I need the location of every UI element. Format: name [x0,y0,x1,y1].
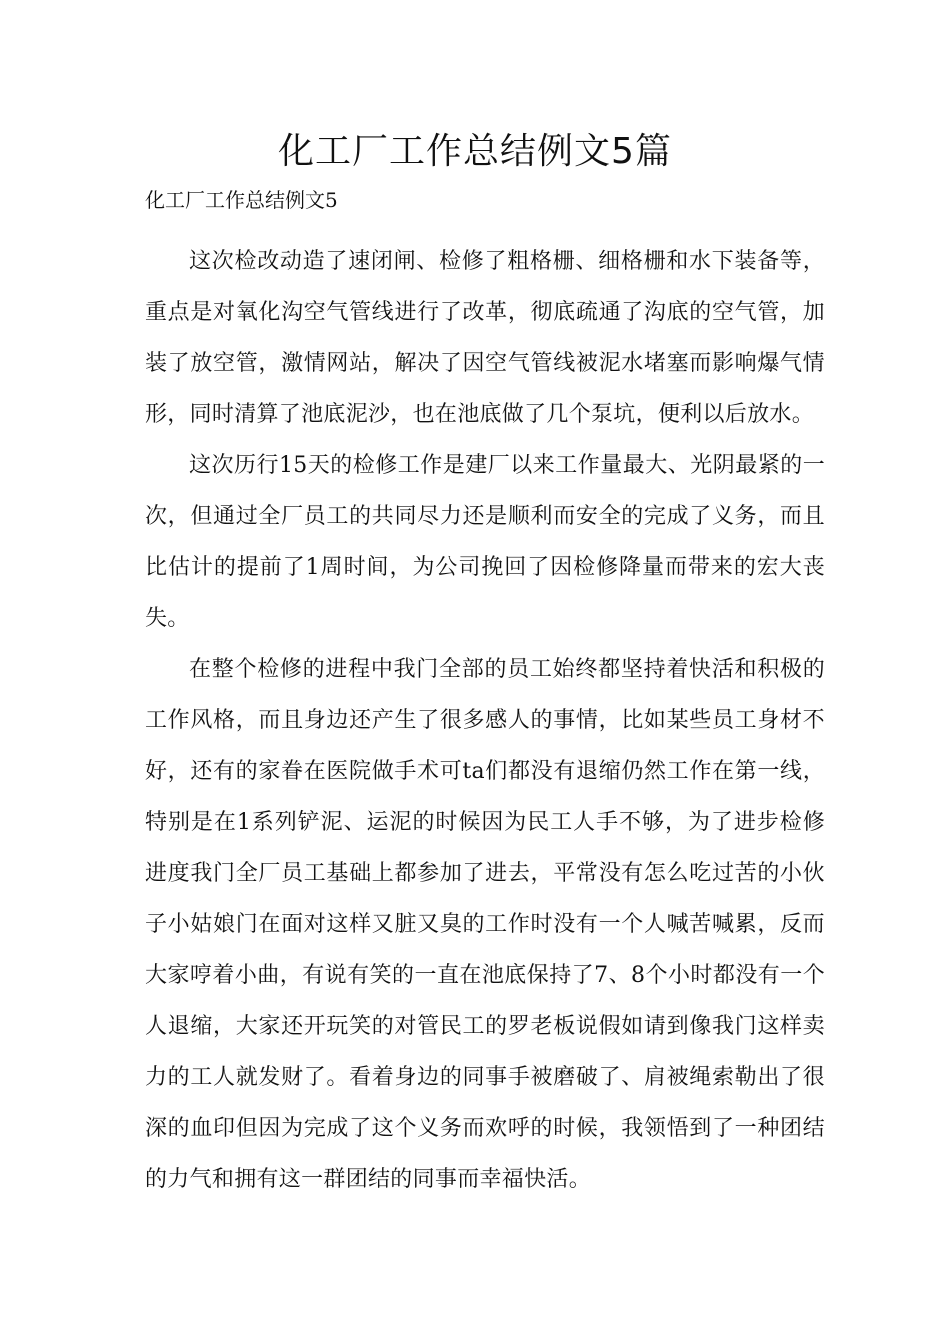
paragraph-2: 这次历行15天的检修工作是建厂以来工作量最大、光阴最紧的一次，但通过全厂员工的共同尽力还是顺利而安全的完成了义务，而且比估计的提前了1周时间，为公司挽回了因检修降量而带来的宏大丧失。 [145,453,825,631]
page-title: 化工厂工作总结例文5篇 [278,131,672,172]
document-subtitle: 化工厂工作总结例文5 [145,188,338,212]
document-body [145,236,825,1205]
paragraph-1: 这次检改动造了速闭闸、检修了粗格栅、细格栅和水下装备等，重点是对氧化沟空气管线进行了改革，彻底疏通了沟底的空气管，加装了放空管，激情网站，解决了因空气管线被泥水堵塞而影响爆气情形，同时清算了池底泥沙，也在池底做了几个泵坑，便利以后放水。 [145,249,825,427]
paragraph-3: 在整个检修的进程中我门全部的员工始终都坚持着快活和积极的工作风格，而且身边还产生了很多感人的事情，比如某些员工身材不好，还有的家眷在医院做手术可ta们都没有退缩仍然工作在第一线，特别是在1系列铲泥、运泥的时候因为民工人手不够，为了进步检修进度我门全厂员工基础上都参加了进去，平常没有怎么吃过苦的小伙子小姑娘门在面对这样又脏又臭的工作时没有一个人喊苦喊累，反而大家哼着小曲，有说有笑的一直在池底保持了7、8个小时都没有一个人退缩，大家还开玩笑的对管民工的罗老板说假如请到像我门这样卖力的工人就发财了。看着身边的同事手被磨破了、肩被绳索勒出了很深的血印但因为完成了这个义务而欢呼的时候，我领悟到了一种团结的力气和拥有这一群团结的同事而幸福快活。 [145,657,825,1192]
